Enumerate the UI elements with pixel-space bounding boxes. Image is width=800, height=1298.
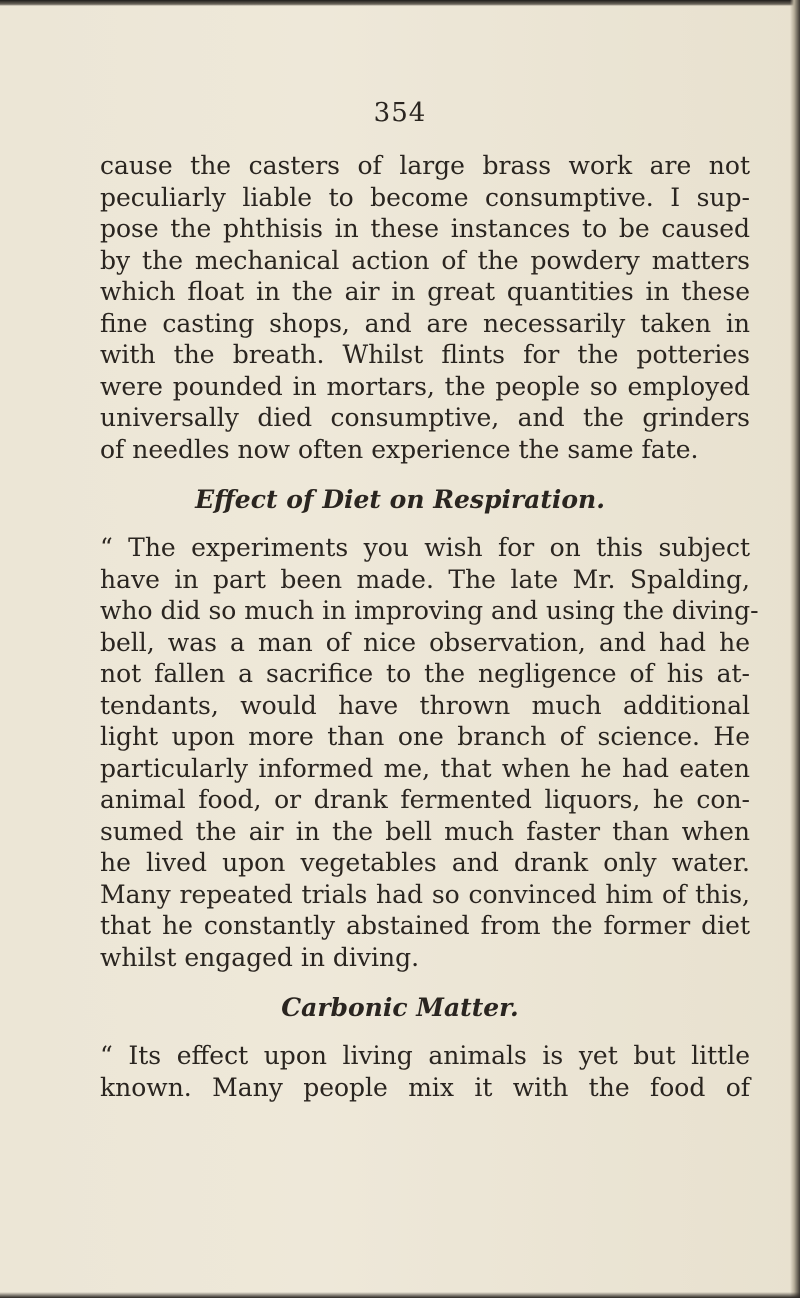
text-line: universally died consumptive, and the grinders xyxy=(100,403,750,432)
text-line: who did so much in improving and using the diving- xyxy=(100,596,759,625)
text-line: animal food, or drank fermented liquors, he con- xyxy=(100,785,750,814)
text-line: whilst engaged in diving. xyxy=(100,942,420,972)
text-line: not fallen a sacrifice to the negligence of his at- xyxy=(100,659,750,688)
text-line: peculiarly liable to become consumptive. I sup- xyxy=(100,182,750,212)
text-line: with the breath. Whilst flints for the potteries xyxy=(100,340,750,369)
text-line: were pounded in mortars, the people so employed xyxy=(100,371,750,401)
text-line: have in part been made. The late Mr. Spalding, xyxy=(100,564,750,594)
text-line: cause the casters of large brass work are not xyxy=(100,151,750,180)
text-line: known. Many people mix it with the food of xyxy=(100,1072,750,1102)
paragraph-2 xyxy=(100,532,759,973)
paragraph-1 xyxy=(100,150,750,465)
text-line: which float in the air in great quantities in these xyxy=(100,277,750,306)
section-heading-diet: Effect of Diet on Respiration. xyxy=(195,485,605,514)
text-line: “ Its effect upon living animals is yet but little xyxy=(100,1041,750,1070)
page-number: 354 xyxy=(373,98,427,128)
text-line: of needles now often experience the same fate. xyxy=(100,434,699,464)
text-line: “ The experiments you wish for on this subject xyxy=(100,533,750,562)
page-edge-shadow xyxy=(790,0,800,1298)
section-heading-carbonic: Carbonic Matter. xyxy=(281,993,519,1022)
text-line: bell, was a man of nice observation, and had he xyxy=(100,627,750,657)
text-line: particularly informed me, that when he had eaten xyxy=(100,753,750,783)
text-line: light upon more than one branch of science. He xyxy=(100,722,750,751)
text-line: sumed the air in the bell much faster than when xyxy=(100,816,750,846)
text-line: pose the phthisis in these instances to be caused xyxy=(100,214,750,243)
text-line: tendants, would have thrown much additional xyxy=(100,690,750,720)
paragraph-3 xyxy=(100,1040,750,1103)
text-line: by the mechanical action of the powdery matters xyxy=(100,245,750,275)
text-line: he lived upon vegetables and drank only water. xyxy=(100,848,750,877)
text-line: Many repeated trials had so convinced him of this, xyxy=(100,879,750,909)
bottom-edge-shadow xyxy=(0,1292,800,1298)
top-edge-shadow xyxy=(0,0,800,6)
text-line: fine casting shops, and are necessarily taken in xyxy=(100,308,750,338)
text-line: that he constantly abstained from the former diet xyxy=(100,911,750,940)
